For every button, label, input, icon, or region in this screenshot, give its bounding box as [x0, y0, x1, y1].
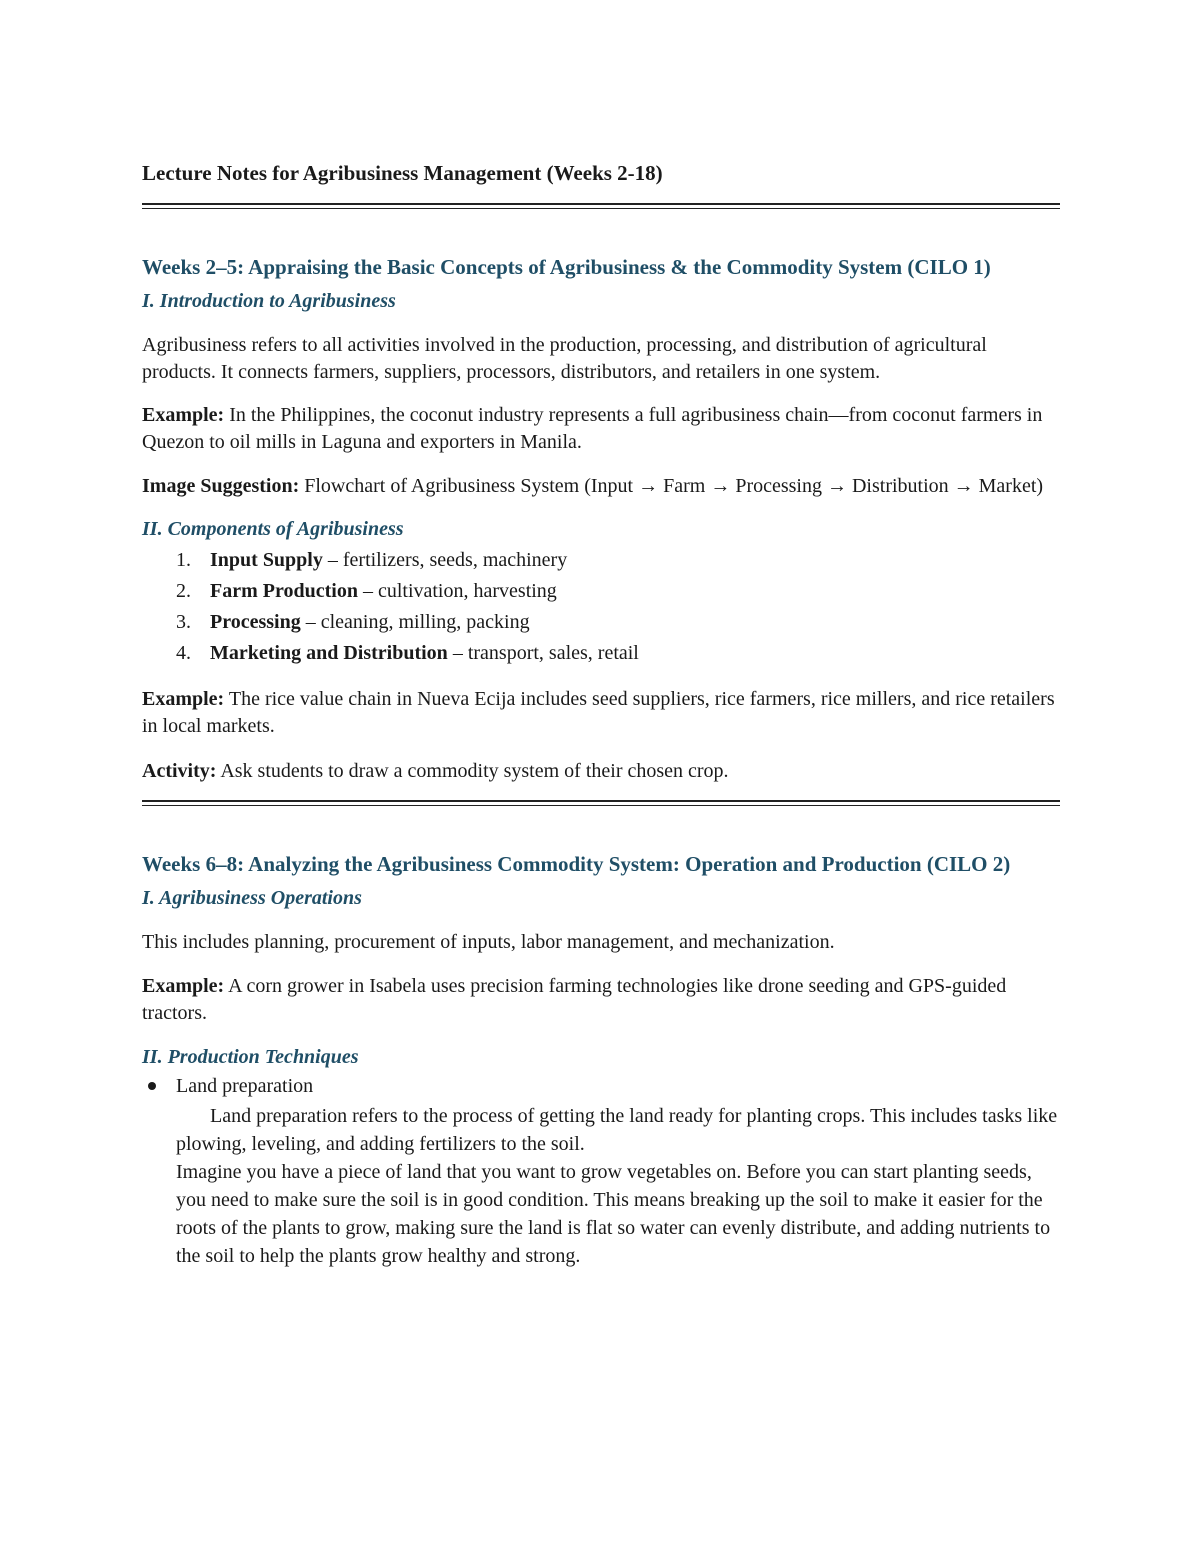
- example-paragraph-coconut: [142, 402, 1060, 456]
- list-number: 2.: [176, 580, 191, 602]
- subheading-components: II. Components of Agribusiness: [142, 518, 404, 540]
- technique-explanation: Imagine you have a piece of land that you want to grow vegetables on. Before you can start planting seeds, you need to make sure the soil is in good condition. This means breaking up the soil to make it easier for the roots of the plants to grow, making sure the land is flat so water can evenly distribute, and adding nutrients to the soil to help the plants grow healthy and strong.: [176, 1161, 1051, 1267]
- example-paragraph-corn: [142, 973, 1060, 1027]
- list-number: 3.: [176, 611, 191, 633]
- list-item: [142, 545, 1060, 576]
- subheading-introduction: I. Introduction to Agribusiness: [142, 290, 396, 312]
- list-item: [142, 607, 1060, 638]
- list-term: Processing: [210, 611, 301, 633]
- activity-text: Ask students to draw a commodity system of their chosen crop.: [216, 760, 729, 782]
- example-text: In the Philippines, the coconut industry represents a full agribusiness chain—from coconut farmers in Quezon to oil mills in Laguna and exporters in Manila.: [142, 404, 1043, 453]
- list-item: [142, 1072, 1060, 1100]
- example-text: The rice value chain in Nueva Ecija includes seed suppliers, rice farmers, rice millers, and rice retailers in local markets.: [142, 688, 1055, 737]
- list-item: [142, 576, 1060, 607]
- image-suggestion-paragraph: [142, 473, 1060, 500]
- activity-paragraph: [142, 758, 1060, 785]
- document-page: [142, 158, 1060, 1270]
- example-text: A corn grower in Isabela uses precision farming technologies like drone seeding and GPS-guided tractors.: [142, 975, 1007, 1024]
- technique-name: Land preparation: [176, 1075, 314, 1097]
- bullet-icon: [148, 1082, 156, 1090]
- technique-description: Land preparation refers to the process of getting the land ready for planting crops. This includes tasks like plowing, leveling, and adding fertilizers to the soil.: [176, 1105, 1058, 1155]
- list-term: Farm Production: [210, 580, 358, 602]
- activity-label: Activity:: [142, 760, 217, 782]
- horizontal-rule: [142, 203, 1060, 209]
- image-suggestion-text: Flowchart of Agribusiness System (Input → Farm → Processing → Distribution → Market): [299, 475, 1044, 497]
- list-number: 4.: [176, 642, 191, 664]
- list-desc: – transport, sales, retail: [447, 642, 639, 664]
- section-heading-weeks-2-5: Weeks 2–5: Appraising the Basic Concepts of Agribusiness & the Commodity System (CILO 1): [142, 255, 991, 279]
- list-item: [142, 638, 1060, 669]
- technique-description-block: [142, 1102, 1060, 1270]
- intro-paragraph: Agribusiness refers to all activities involved in the production, processing, and distribution of agricultural products. It connects farmers, suppliers, processors, distributors, and retailers in one system.: [142, 334, 987, 383]
- list-term: Marketing and Distribution: [210, 642, 448, 664]
- example-label: Example:: [142, 404, 225, 426]
- operations-paragraph: This includes planning, procurement of inputs, labor management, and mechanization.: [142, 931, 835, 953]
- subheading-production-techniques: II. Production Techniques: [142, 1046, 359, 1068]
- document-title: Lecture Notes for Agribusiness Management (Weeks 2-18): [142, 161, 663, 185]
- techniques-list: [142, 1072, 1060, 1100]
- example-paragraph-rice: [142, 686, 1060, 740]
- list-desc: – cultivation, harvesting: [357, 580, 557, 602]
- subheading-operations: I. Agribusiness Operations: [142, 887, 362, 909]
- image-suggestion-label: Image Suggestion:: [142, 475, 300, 497]
- example-label: Example:: [142, 975, 225, 997]
- list-number: 1.: [176, 549, 191, 571]
- horizontal-rule: [142, 800, 1060, 806]
- section-heading-weeks-6-8: Weeks 6–8: Analyzing the Agribusiness Commodity System: Operation and Production (CILO 2): [142, 852, 1011, 876]
- components-list: [142, 545, 1060, 669]
- list-desc: – cleaning, milling, packing: [300, 611, 530, 633]
- example-label: Example:: [142, 688, 225, 710]
- list-desc: – fertilizers, seeds, machinery: [322, 549, 568, 571]
- list-term: Input Supply: [210, 549, 323, 571]
